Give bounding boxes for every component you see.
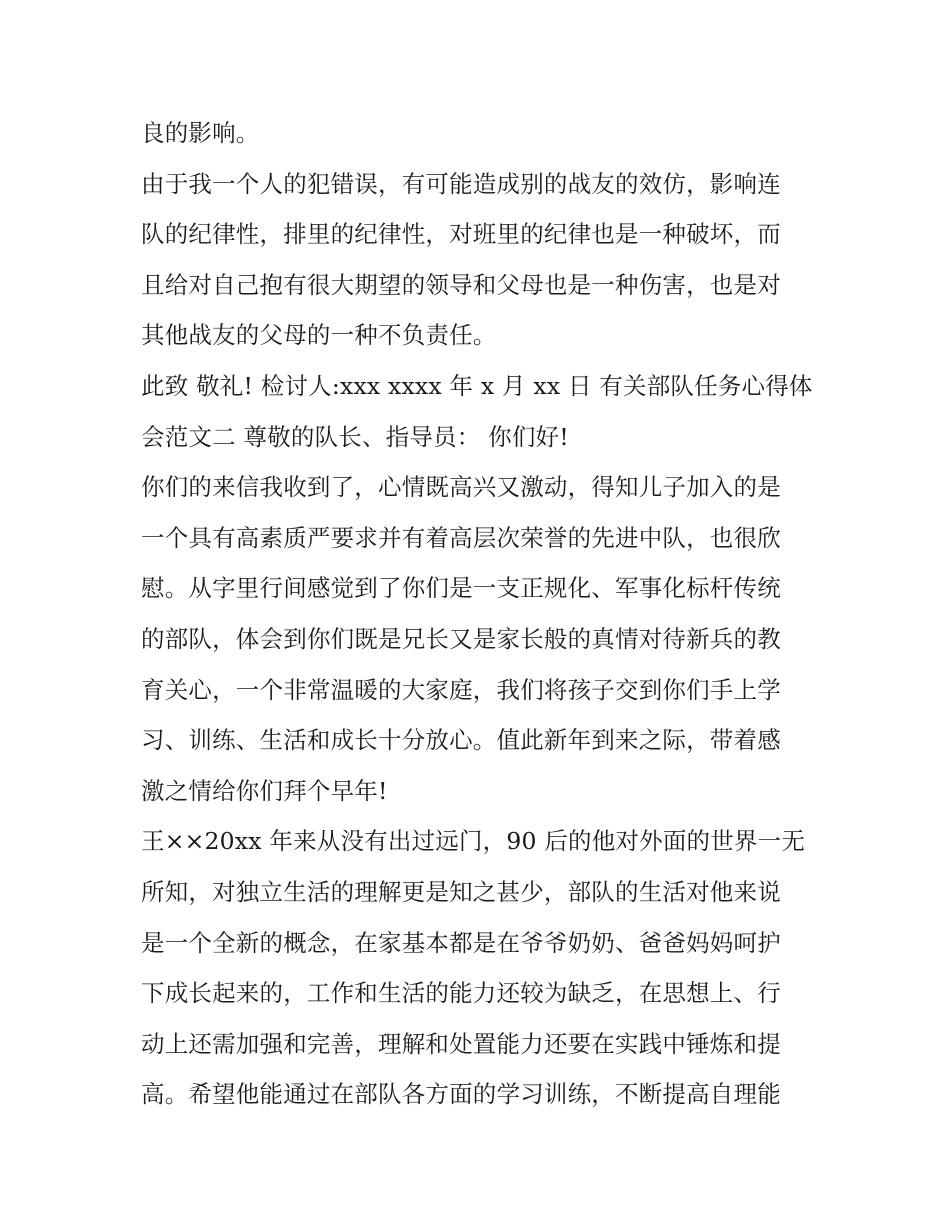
text-line: 的部队，体会到你们既是兄长又是家长般的真情对待新兵的教 — [141, 624, 781, 653]
text-line: 会范文二 尊敬的队长、指导员： 你们好! — [141, 422, 569, 451]
text-line: 激之情给你们拜个早年! — [141, 776, 388, 805]
text-line: 习、训练、生活和成长十分放心。值此新年到来之际，带着感 — [141, 726, 781, 755]
paragraph-5 — [141, 816, 813, 1120]
text-line: 动上还需加强和完善，理解和处置能力还要在实践中锤炼和提 — [141, 1029, 781, 1058]
text-line: 王××20xx 年来从没有出过远门，90 后的他对外面的世界一无 — [141, 827, 806, 856]
text-line: 是一个全新的概念，在家基本都是在爷爷奶奶、爸爸妈妈呵护 — [141, 928, 781, 957]
text-line: 由于我一个人的犯错误，有可能造成别的战友的效仿，影响连 — [141, 169, 781, 198]
text-line: 其他战友的父母的一种不负责任。 — [141, 321, 497, 350]
text-line: 队的纪律性，排里的纪律性，对班里的纪律也是一种破坏，而 — [141, 220, 781, 249]
text-line: 下成长起来的，工作和生活的能力还较为缺乏，在思想上、行 — [141, 979, 781, 1008]
text-line: 慰。从字里行间感觉到了你们是一支正规化、军事化标杆传统 — [141, 574, 781, 603]
text-line: 高。希望他能通过在部队各方面的学习训练，不断提高自理能 — [141, 1080, 781, 1109]
document-body — [141, 108, 813, 1120]
text-line: 且给对自己抱有很大期望的领导和父母也是一种伤害，也是对 — [141, 270, 781, 299]
text-line: 此致 敬礼! 检讨人:xxx xxxx 年 x 月 xx 日 有关部队任务心得体 — [141, 371, 813, 400]
text-line: 一个具有高素质严要求并有着高层次荣誉的先进中队，也很欣 — [141, 523, 781, 552]
paragraph-1 — [141, 108, 813, 159]
text-line: 育关心，一个非常温暖的大家庭，我们将孩子交到你们手上学 — [141, 675, 781, 704]
text-line: 良的影响。 — [141, 119, 260, 147]
paragraph-2 — [141, 159, 813, 361]
text-line: 所知，对独立生活的理解更是知之甚少，部队的生活对他来说 — [141, 877, 781, 906]
paragraph-4 — [141, 462, 813, 816]
paragraph-3 — [141, 361, 813, 462]
text-line: 你们的来信我收到了，心情既高兴又激动，得知儿子加入的是 — [141, 473, 781, 502]
